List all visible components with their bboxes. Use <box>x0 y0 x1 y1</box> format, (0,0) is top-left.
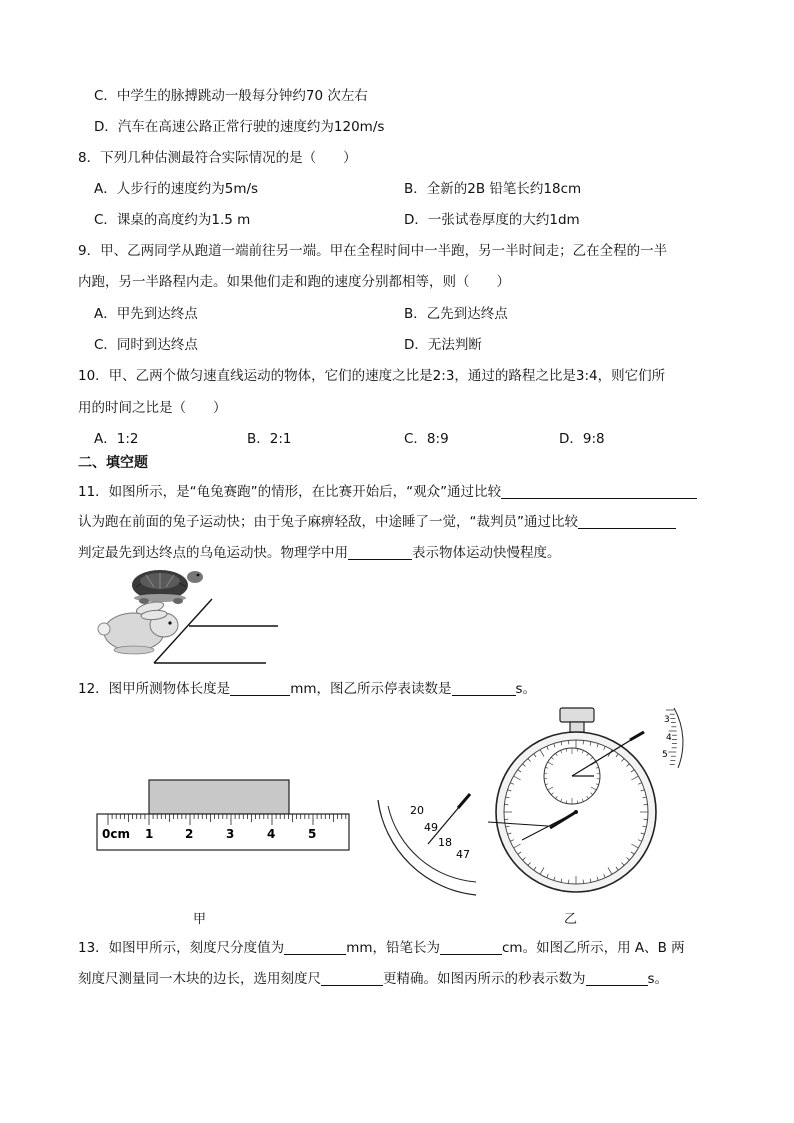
q10-stem-line2: 用的时间之比是（ ） <box>78 400 227 416</box>
q12-text3: s。 <box>515 681 537 697</box>
q13-blank4[interactable] <box>586 971 648 986</box>
ruler-figure <box>96 778 352 854</box>
q10-option-d: D．9:8 <box>559 431 605 447</box>
q9-option-a: A．甲先到达终点 <box>94 306 198 322</box>
q10-stem-line1: 10．甲、乙两个做匀速直线运动的物体，它们的速度之比是2:3，通过的路程之比是3:4，则它们所 <box>78 368 666 384</box>
q7-option-d: D．汽车在高速公路正常行驶的速度约为120m/s <box>94 119 385 135</box>
q8-option-c: C．课桌的高度约为1.5 m <box>94 212 251 228</box>
ruler-label-5: 5 <box>308 827 317 841</box>
tortoise-icon <box>132 570 203 604</box>
ruler-label-0: 0cm <box>102 827 130 841</box>
q9-option-d: D．无法判断 <box>404 337 482 353</box>
stopwatch-figure <box>488 700 688 900</box>
q13-text6: s。 <box>647 971 669 987</box>
ruler-label-4: 4 <box>267 827 276 841</box>
rabbit-icon <box>98 600 178 654</box>
q11-line2 <box>78 510 676 530</box>
ruler-label-3: 3 <box>226 827 235 841</box>
q8-option-a: A．人步行的速度约为5m/s <box>94 181 259 197</box>
q10-option-a: A．1:2 <box>94 431 139 447</box>
caption-yi: 乙 <box>564 912 578 927</box>
right-dial-3: 3 <box>664 715 670 725</box>
q12-text1: 12．图甲所测物体长度是 <box>78 681 231 697</box>
ruler-label-2: 2 <box>185 827 194 841</box>
arc-label-20: 20 <box>410 804 424 817</box>
q11-text1: 11．如图所示，是“龟兔赛跑”的情形，在比赛开始后，“观众”通过比较 <box>78 484 502 500</box>
section-title-fill-blank: 二、填空题 <box>78 455 148 471</box>
q8-option-b: B．全新的2B 铅笔长约18cm <box>404 181 582 197</box>
q8-option-d: D．一张试卷厚度的大约1dm <box>404 212 580 228</box>
stopwatch-crown-icon <box>560 708 594 722</box>
q10-option-b: B．2:1 <box>247 431 292 447</box>
stopwatch-arc-detail <box>366 780 480 898</box>
arc-label-49: 49 <box>424 821 438 834</box>
q13-text3: cm。如图乙所示，用 A、B 两 <box>502 940 685 956</box>
q11-blank2[interactable] <box>578 514 676 529</box>
q13-blank2[interactable] <box>440 940 502 955</box>
q9-option-c: C．同时到达终点 <box>94 337 198 353</box>
q13-line1 <box>78 936 685 956</box>
arc-label-47: 47 <box>456 848 470 861</box>
q11-blank3[interactable] <box>348 545 412 560</box>
q11-text3: 判定最先到达终点的乌龟运动快。物理学中用 <box>78 545 348 561</box>
ruler-label-1: 1 <box>145 827 154 841</box>
right-dial-4: 4 <box>666 733 672 743</box>
q13-text4: 刻度尺测量同一木块的边长，选用刻度尺 <box>78 971 321 987</box>
q12-text2: mm，图乙所示停表读数是 <box>290 681 452 697</box>
q12-blank2[interactable] <box>452 681 516 696</box>
q9-stem-line2: 内跑，另一半路程内走。如果他们走和跑的速度分别都相等，则（ ） <box>78 274 510 290</box>
q13-text1: 13．如图甲所示，刻度尺分度值为 <box>78 940 285 956</box>
arc-label-18: 18 <box>438 836 452 849</box>
q11-text2: 认为跑在前面的兔子运动快；由于兔子麻痹轻敌，中途睡了一觉，“裁判员”通过比较 <box>78 514 578 530</box>
q13-text2: mm，铅笔长为 <box>346 940 440 956</box>
q11-line1 <box>78 480 697 500</box>
right-dial-5: 5 <box>662 750 668 760</box>
q9-stem-line1: 9．甲、乙两同学从跑道一端前往另一端。甲在全程时间中一半跑，另一半时间走；乙在全程的一半 <box>78 243 668 259</box>
q8-stem: 8．下列几种估测最符合实际情况的是（ ） <box>78 150 357 166</box>
q7-option-c: C．中学生的脉搏跳动一般每分钟约70 次左右 <box>94 88 368 104</box>
measured-block <box>149 780 289 814</box>
q13-blank1[interactable] <box>284 940 346 955</box>
q13-line2 <box>78 967 668 987</box>
q13-blank3[interactable] <box>321 971 383 986</box>
q12-blank1[interactable] <box>230 681 290 696</box>
q11-line3 <box>78 541 561 561</box>
caption-jia: 甲 <box>193 912 207 927</box>
q10-option-c: C．8:9 <box>404 431 449 447</box>
q9-option-b: B．乙先到达终点 <box>404 306 508 322</box>
q11-blank1[interactable] <box>501 484 697 499</box>
tortoise-rabbit-figure <box>94 565 294 670</box>
q11-text4: 表示物体运动快慢程度。 <box>412 545 561 561</box>
q12-line <box>78 677 536 697</box>
q13-text5: 更精确。如图丙所示的秒表示数为 <box>383 971 586 987</box>
